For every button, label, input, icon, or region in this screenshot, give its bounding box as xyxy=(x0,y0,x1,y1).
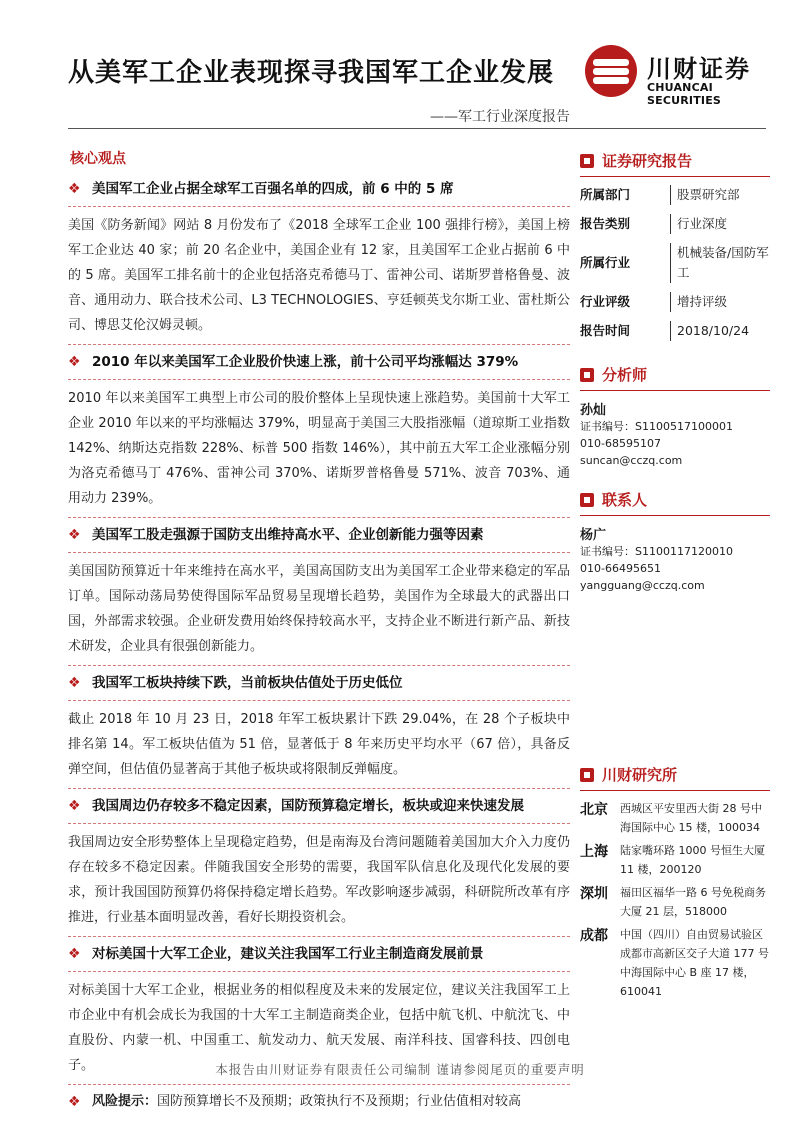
section-divider xyxy=(68,1084,570,1085)
diamond-bullet-icon: ❖ xyxy=(68,354,81,370)
sidebar-divider xyxy=(580,790,770,791)
office-row: 成都 中国（四川）自由贸易试验区成都市高新区交子大道 177 号中海国际中心 B 座 17 楼，610041 xyxy=(580,928,769,998)
section-paragraph: 2010 年以来美国军工典型上市公司的股价整体上呈现快速上涨趋势。美国前十大军工企业 2010 年以来的平均涨幅达 379%，明显高于美国三大股指涨幅（道琼斯工业指数 142%、纳斯达克指数 228%、标普 500 指数 146%），其中前五大军工企业涨幅分别为洛克希德马丁 476%、雷神公司 370%、诺斯罗普格鲁曼 571%、波音 703%、通用动力 239%。 xyxy=(68,391,570,506)
section-heading: ❖ 2010 年以来美国军工企业股价快速上涨，前十公司平均涨幅达 379% xyxy=(68,351,570,373)
section-paragraph: 对标美国十大军工企业，根据业务的相似程度及未来的发展定位，建议关注我国军工上市企业中有机会成长为我国的十大军工主制造商类企业，包括中航飞机、中航沈飞、中直股份、内蒙一机、中国重工、航发动力、航天发展、南洋科技、国睿科技、四创电子。 xyxy=(68,983,570,1073)
risk-warning xyxy=(68,1091,570,1113)
report-info-heading: 证券研究报告 xyxy=(580,150,770,172)
diamond-bullet-icon: ❖ xyxy=(68,946,81,962)
sidebar-divider xyxy=(580,176,770,177)
section-heading: ❖ 对标美国十大军工企业，建议关注我国军工行业主制造商发展前景 xyxy=(68,943,570,965)
section-divider xyxy=(68,788,570,789)
info-row: 报告类别 行业深度 xyxy=(580,214,770,234)
analyst-heading: 分析师 xyxy=(580,364,770,386)
section-divider xyxy=(68,823,570,824)
header-divider xyxy=(68,128,766,129)
info-row: 报告时间 2018/10/24 xyxy=(580,321,770,341)
analyst-cert: 证书编号：S1100517100001 xyxy=(580,420,733,433)
section-divider xyxy=(68,379,570,380)
section-divider xyxy=(68,665,570,666)
section-paragraph: 美国《防务新闻》网站 8 月份发布了《2018 全球军工企业 100 强排行榜》，美国上榜军工企业达 40 家；前 20 名企业中，美国企业有 12 家，且美国军工企业占据前 6 中的 5 席。美国军工排名前十的企业包括洛克希德马丁、雷神公司、诺斯罗普格鲁曼、波音、通用动力、联合技术公司、L3 TECHNOLOGIES、亨廷顿英戈尔斯工业、雷杜斯公司、博思艾伦汉姆灵顿。 xyxy=(68,218,570,333)
section-paragraph: 我国周边安全形势整体上呈现稳定趋势，但是南海及台湾问题随着美国加大介入力度仍存在较多不稳定因素。伴随我国安全形势的需要，我国军队信息化及现代化发展的要求，预计我国国防预算仍将保持稳定增长趋势。军改影响逐步减弱，科研院所改革有序推进，行业基本面明显改善，看好长期投资机会。 xyxy=(68,835,570,925)
logo-chinese-name: 川财证券 xyxy=(647,55,751,83)
sidebar-divider xyxy=(580,390,770,391)
info-row: 行业评级 增持评级 xyxy=(580,292,770,312)
info-row: 所属行业 机械装备/国防军工 xyxy=(580,243,770,283)
analyst-email[interactable]: suncan@cczq.com xyxy=(580,454,683,467)
analyst-phone: 010-68595107 xyxy=(580,437,661,450)
diamond-bullet-icon: ❖ xyxy=(68,798,81,814)
section-paragraph: 截止 2018 年 10 月 23 日，2018 年军工板块累计下跌 29.04%，在 28 个子板块中排名第 14。军工板块估值为 51 倍，显著低于 8 年来历史平均水平（67 倍），具备反弹空间，但估值仍显著高于其他子板块或将限制反弹幅度。 xyxy=(68,712,570,777)
logo-english-name: CHUANCAI SECURITIES xyxy=(647,81,722,107)
company-logo xyxy=(585,45,770,105)
section-divider xyxy=(68,936,570,937)
section-heading: ❖ 美国军工企业占据全球军工百强名单的四成，前 6 中的 5 席 xyxy=(68,178,570,200)
section-square-icon xyxy=(580,154,594,168)
office-row: 上海 陆家嘴环路 1000 号恒生大厦 11 楼，200120 xyxy=(580,844,765,876)
diamond-bullet-icon: ❖ xyxy=(68,1094,81,1110)
analyst-name: 孙灿 xyxy=(580,403,607,418)
section-paragraph: 美国国防预算近十年来维持在高水平，美国高国防支出为美国军工企业带来稳定的军品订单。国际动荡局势使得国际军品贸易呈现增长趋势，美国作为全球最大的武器出口国，外部需求较强。企业研发费用始终保持较高水平，支持企业不断进行新产品、新技术研发，企业具有很强创新能力。 xyxy=(68,564,570,654)
institute-heading: 川财研究所 xyxy=(580,764,770,786)
contact-phone: 010-66495651 xyxy=(580,562,661,575)
office-row: 深圳 福田区福华一路 6 号免税商务大厦 21 层，518000 xyxy=(580,886,766,918)
core-viewpoint-label: 核心观点 xyxy=(70,151,126,167)
info-row: 所属部门 股票研究部 xyxy=(580,185,770,205)
report-subtitle: ——军工行业深度报告 xyxy=(430,109,570,125)
section-divider xyxy=(68,971,570,972)
contact-cert: 证书编号：S1100117120010 xyxy=(580,545,733,558)
section-square-icon xyxy=(580,493,594,507)
sidebar-divider xyxy=(580,515,770,516)
contact-name: 杨广 xyxy=(580,528,607,543)
contact-heading: 联系人 xyxy=(580,489,770,511)
section-heading: ❖ 我国周边仍存较多不稳定因素，国防预算稳定增长，板块或迎来快速发展 xyxy=(68,795,570,817)
section-divider xyxy=(68,206,570,207)
logo-mark-icon xyxy=(585,45,637,97)
section-heading: ❖ 美国军工股走强源于国防支出维持高水平、企业创新能力强等因素 xyxy=(68,524,570,546)
section-square-icon xyxy=(580,368,594,382)
diamond-bullet-icon: ❖ xyxy=(68,527,81,543)
risk-text: 国防预算增长不及预期；政策执行不及预期；行业估值相对较高 xyxy=(157,1094,522,1109)
office-row: 北京 西城区平安里西大街 28 号中海国际中心 15 楼，100034 xyxy=(580,802,762,834)
section-divider xyxy=(68,517,570,518)
section-divider xyxy=(68,700,570,701)
sidebar xyxy=(580,150,770,1005)
diamond-bullet-icon: ❖ xyxy=(68,675,81,691)
main-content xyxy=(68,172,570,1113)
section-heading: ❖ 我国军工板块持续下跌，当前板块估值处于历史低位 xyxy=(68,672,570,694)
page-footer: 本报告由川财证券有限责任公司编制 谨请参阅尾页的重要声明 xyxy=(215,1062,585,1077)
contact-email[interactable]: yangguang@cczq.com xyxy=(580,579,705,592)
diamond-bullet-icon: ❖ xyxy=(68,181,81,197)
risk-label: 风险提示： xyxy=(92,1094,158,1109)
report-title: 从美军工企业表现探寻我国军工企业发展 xyxy=(68,58,555,88)
section-square-icon xyxy=(580,768,594,782)
section-divider xyxy=(68,552,570,553)
section-divider xyxy=(68,344,570,345)
